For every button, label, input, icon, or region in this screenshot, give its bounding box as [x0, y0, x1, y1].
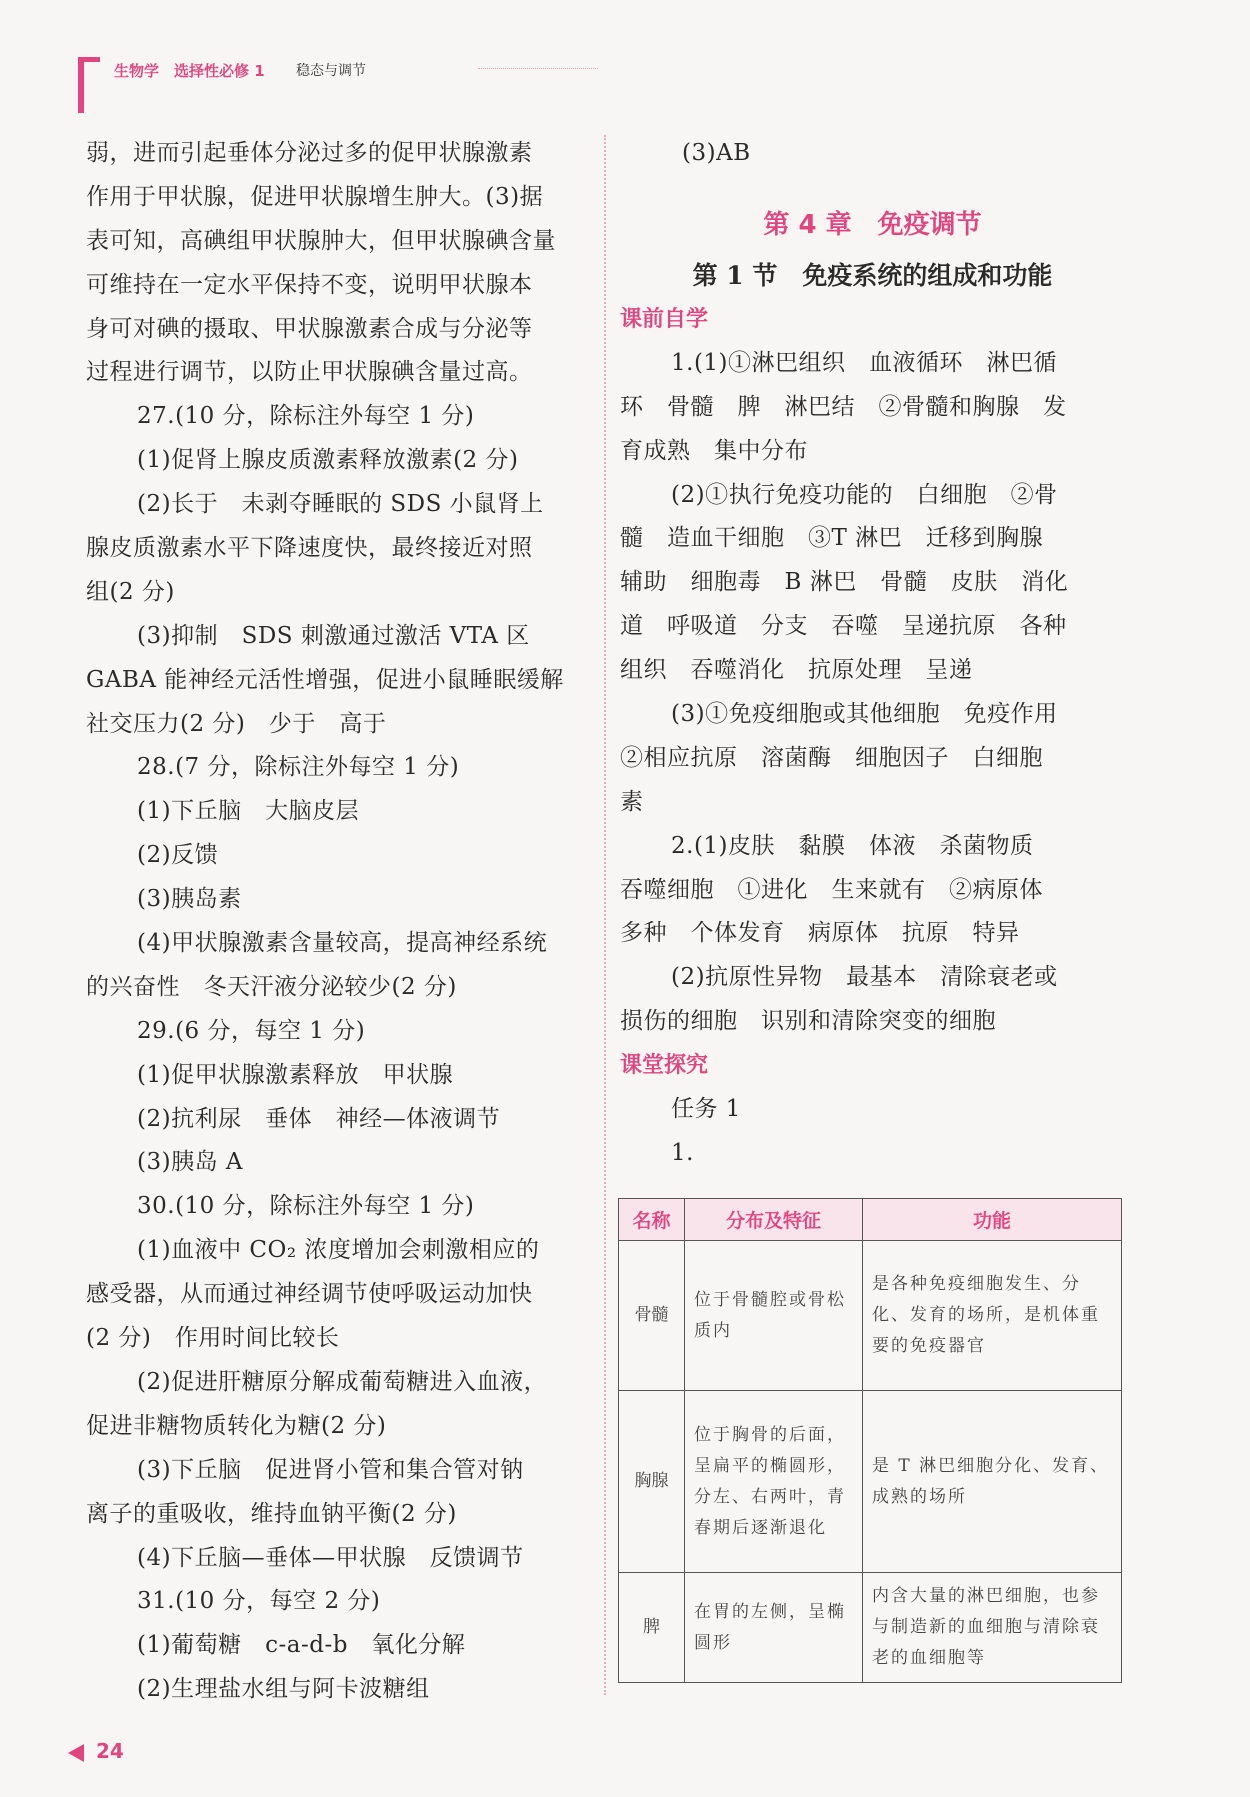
left-line: 的兴奋性 冬天汗液分泌较少(2 分)	[86, 973, 457, 1000]
header-accent-tick	[78, 57, 100, 62]
organ-distribution: 位于胸骨的后面，呈扁平的椭圆形，分左、右两叶，青春期后逐渐退化	[685, 1391, 863, 1573]
right-column	[620, 132, 1125, 1176]
immune-organ-table	[618, 1198, 1122, 1683]
right-line: (3)①免疫细胞或其他细胞 免疫作用	[671, 701, 1058, 728]
left-line: (4)甲状腺激素含量较高，提高神经系统	[137, 930, 548, 957]
left-line: 过程进行调节，以防止甲状腺碘含量过高。	[86, 359, 533, 386]
organ-distribution: 位于骨髓腔或骨松质内	[685, 1241, 863, 1391]
left-line: 感受器，从而通过神经调节使呼吸运动加快	[86, 1281, 533, 1308]
left-line: 弱，进而引起垂体分泌过多的促甲状腺激素	[86, 140, 533, 166]
chapter-title: 第 4 章 免疫调节	[763, 209, 982, 240]
right-line: ②相应抗原 溶菌酶 细胞因子 白细胞	[620, 744, 1043, 771]
page-number: 24	[96, 1739, 124, 1763]
page-arrow-icon	[68, 1744, 84, 1762]
question-heading: 30.(10 分，除标注外每空 1 分)	[137, 1193, 475, 1220]
left-line: 社交压力(2 分) 少于 高于	[86, 710, 387, 737]
right-line: 吞噬细胞 ①进化 生来就有 ②病原体	[620, 876, 1043, 903]
left-line: 腺皮质激素水平下降速度快，最终接近对照	[86, 535, 533, 562]
question-heading: 31.(10 分，每空 2 分)	[137, 1588, 381, 1615]
question-heading: 27.(10 分，除标注外每空 1 分)	[137, 403, 475, 430]
organ-function: 是 T 淋巴细胞分化、发育、成熟的场所	[863, 1391, 1122, 1573]
organ-name: 脾	[619, 1573, 685, 1683]
left-line: 表可知，高碘组甲状腺肿大，但甲状腺碘含量	[86, 227, 556, 254]
header-accent-bar	[78, 57, 84, 113]
organ-name: 骨髓	[619, 1241, 685, 1391]
left-line: (2)长于 未剥夺睡眠的 SDS 小鼠肾上	[137, 491, 544, 518]
organ-name: 胸腺	[619, 1391, 685, 1573]
column-divider	[604, 135, 606, 1695]
left-line: (1)血液中 CO₂ 浓度增加会刺激相应的	[137, 1237, 540, 1264]
left-line: (4)下丘脑—垂体—甲状腺 反馈调节	[137, 1544, 524, 1571]
left-line: (2)反馈	[137, 842, 219, 869]
left-line: (2)促进肝糖原分解成葡萄糖进入血液，	[137, 1368, 548, 1395]
left-line: 身可对碘的摄取、甲状腺激素合成与分泌等	[86, 315, 533, 342]
table-row	[619, 1391, 1122, 1573]
table-header-function: 功能	[863, 1199, 1122, 1241]
left-line: 可维持在一定水平保持不变，说明甲状腺本	[86, 271, 533, 298]
left-line: 组(2 分)	[86, 578, 175, 605]
organ-function: 是各种免疫细胞发生、分化、发育的场所，是机体重要的免疫器官	[863, 1241, 1122, 1391]
task-heading: 任务 1	[671, 1096, 741, 1123]
header-subject: 生物学 选择性必修 1	[114, 62, 265, 80]
organ-distribution: 在胃的左侧，呈椭圆形	[685, 1573, 863, 1683]
page-header	[78, 52, 538, 112]
class-explore-label: 课堂探究	[620, 1053, 709, 1079]
header-dotted-rule	[478, 68, 598, 69]
left-line: (1)葡萄糖 c-a-d-b 氧化分解	[137, 1632, 466, 1659]
table-header-row	[619, 1199, 1122, 1241]
left-line: (3)胰岛素	[137, 886, 242, 913]
right-line: (2)①执行免疫功能的 白细胞 ②骨	[671, 481, 1058, 508]
left-line: 离子的重吸收，维持血钠平衡(2 分)	[86, 1500, 457, 1527]
left-line: (1)促甲状腺激素释放 甲状腺	[137, 1061, 454, 1088]
right-line: 2.(1)皮肤 黏膜 体液 杀菌物质	[671, 832, 1034, 859]
left-column	[86, 132, 592, 1712]
left-line: (3)抑制 SDS 刺激通过激活 VTA 区	[137, 622, 530, 649]
right-line: 环 骨髓 脾 淋巴结 ②骨髓和胸腺 发	[620, 393, 1067, 420]
question-heading: 28.(7 分，除标注外每空 1 分)	[137, 754, 460, 781]
right-line: 素	[620, 788, 644, 815]
table-header-distribution: 分布及特征	[685, 1199, 863, 1241]
top-answer: (3)AB	[682, 140, 751, 166]
table-header-name: 名称	[619, 1199, 685, 1241]
left-line: (2)生理盐水组与阿卡波糖组	[137, 1676, 430, 1703]
question-heading: 29.(6 分，每空 1 分)	[137, 1017, 366, 1044]
organ-function: 内含大量的淋巴细胞，也参与制造新的血细胞与清除衰老的血细胞等	[863, 1573, 1122, 1683]
left-line: GABA 能神经元活性增强，促进小鼠睡眠缓解	[86, 666, 564, 693]
left-line: (2 分) 作用时间比较长	[86, 1325, 340, 1352]
item-number: 1.	[671, 1140, 694, 1167]
left-line: (1)促肾上腺皮质激素释放激素(2 分)	[137, 447, 519, 474]
right-line: 组织 吞噬消化 抗原处理 呈递	[620, 657, 973, 684]
table-row	[619, 1573, 1122, 1683]
left-line: (3)下丘脑 促进肾小管和集合管对钠	[137, 1456, 524, 1483]
right-line: (2)抗原性异物 最基本 清除衰老或	[671, 964, 1058, 991]
right-line: 多种 个体发育 病原体 抗原 特异	[620, 920, 1020, 947]
left-line: (2)抗利尿 垂体 神经—体液调节	[137, 1105, 501, 1132]
table-row	[619, 1241, 1122, 1391]
left-line: 促进非糖物质转化为糖(2 分)	[86, 1412, 387, 1439]
pre-study-label: 课前自学	[620, 306, 709, 332]
left-line: (1)下丘脑 大脑皮层	[137, 798, 360, 825]
right-line: 髓 造血干细胞 ③T 淋巴 迁移到胸腺	[620, 525, 1044, 552]
section-title: 第 1 节 免疫系统的组成和功能	[692, 260, 1053, 290]
left-line: (3)胰岛 A	[137, 1149, 244, 1176]
right-line: 育成熟 集中分布	[620, 437, 808, 464]
right-line: 损伤的细胞 识别和清除突变的细胞	[620, 1008, 996, 1035]
right-line: 辅助 细胞毒 B 淋巴 骨髓 皮肤 消化	[620, 569, 1069, 596]
right-line: 1.(1)①淋巴组织 血液循环 淋巴循	[671, 349, 1058, 376]
left-line: 作用于甲状腺，促进甲状腺增生肿大。(3)据	[86, 183, 544, 210]
header-subtitle: 稳态与调节	[296, 63, 366, 79]
right-line: 道 呼吸道 分支 吞噬 呈递抗原 各种	[620, 613, 1067, 640]
